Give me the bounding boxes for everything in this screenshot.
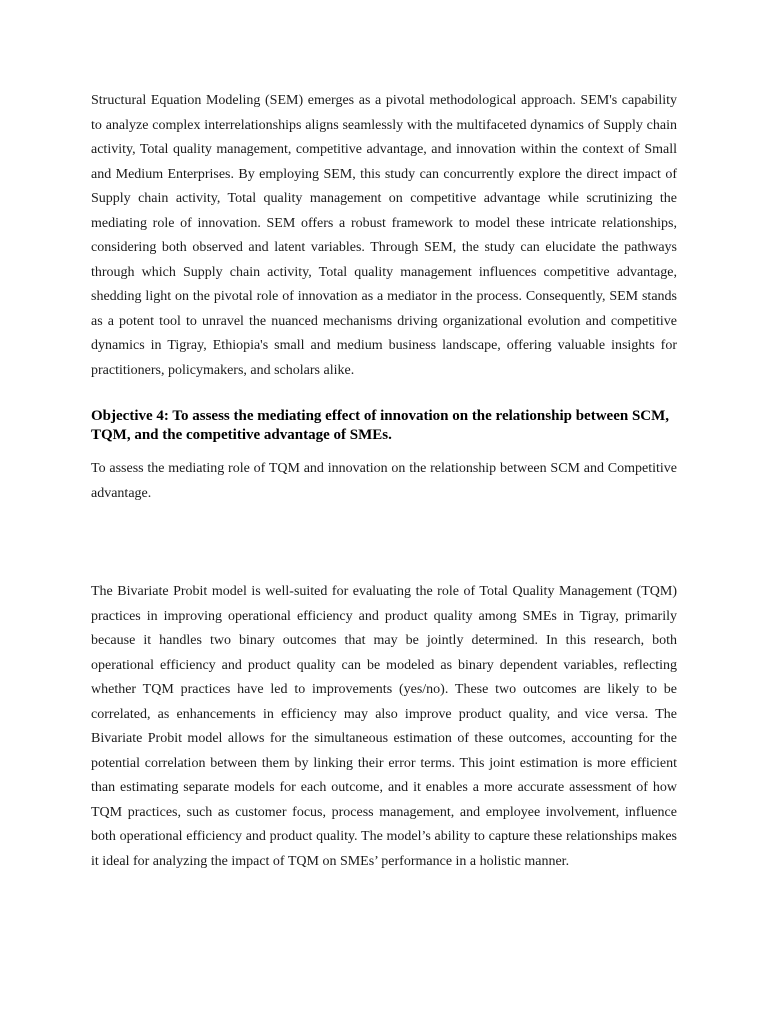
bivariate-probit-paragraph: The Bivariate Probit model is well-suited for evaluating the role of Total Quality Management (TQM) practices in improving operational efficiency and product quality among SMEs in Tigray, primarily because it handles two binary outcomes that may be jointly determined. In this research, both operational efficiency and product quality can be modeled as binary dependent variables, reflecting whether TQM practices have led to improvements (yes/no). These two outcomes are likely to be correlated, as enhancements in efficiency may also improve product quality, and vice versa. The Bivariate Probit model allows for the simultaneous estimation of these outcomes, accounting for the potential correlation between them by linking their error terms. This joint estimation is more efficient than estimating separate models for each outcome, and it enables a more accurate assessment of how TQM practices, such as customer focus, process management, and employee involvement, influence both operational efficiency and product quality. The model’s ability to capture these relationships makes it ideal for analyzing the impact of TQM on SMEs’ performance in a holistic manner. bbox=[91, 584, 677, 869]
objective-description-paragraph: To assess the mediating role of TQM and innovation on the relationship between SCM and Competitive advantage. bbox=[91, 461, 677, 501]
objective-heading: Objective 4: To assess the mediating effect of innovation on the relationship between SCM, TQM, and the competitive advantage of SMEs. bbox=[91, 408, 670, 443]
sem-paragraph: Structural Equation Modeling (SEM) emerges as a pivotal methodological approach. SEM's capability to analyze complex interrelationships aligns seamlessly with the multifaceted dynamics of Supply chain activity, Total quality management, competitive advantage, and innovation within the context of Small and Medium Enterprises. By employing SEM, this study can concurrently explore the direct impact of Supply chain activity, Total quality management on competitive advantage while scrutinizing the mediating role of innovation. SEM offers a robust framework to model these intricate relationships, considering both observed and latent variables. Through SEM, the study can elucidate the pathways through which Supply chain activity, Total quality management influences competitive advantage, shedding light on the pivotal role of innovation as a mediator in the process. Consequently, SEM stands as a potent tool to unravel the nuanced mechanisms driving organizational evolution and competitive dynamics in Tigray, Ethiopia's small and medium business landscape, offering valuable insights for practitioners, policymakers, and scholars alike. bbox=[91, 93, 677, 378]
